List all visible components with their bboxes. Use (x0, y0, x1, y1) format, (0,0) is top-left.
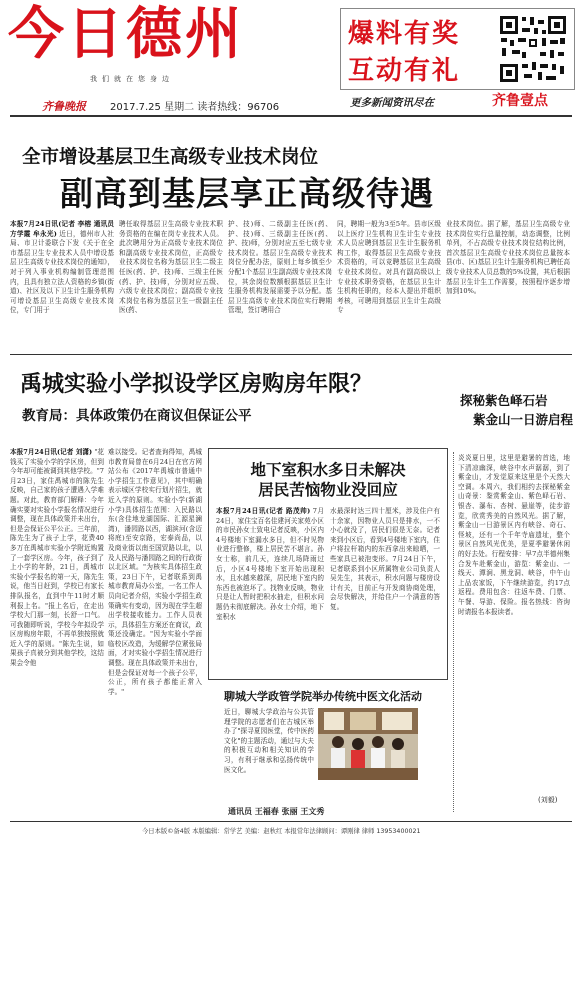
sidebar-text: 炎炎夏日里，这里是避暑的首选，地下清凉幽深，峡谷中水声潺潺，到了紫金山，才发觉原来这里是个天然大空调。本周六，我们相约去探秘紫金山奇景：鉴赏紫金山、紫色峄石岩、银杏、瀑布、杏树、悬崖等，徒步游览，欣赏秀美的自然风光。据了解，紫金山一日游景区内有峡谷、奇石、怪坡，还有一个千年寺庙遗址，整个景区自然风光优美，是夏季避暑休闲的好去处。行程安排：早7点半德州集合发车赴紫金山，游览：紫金山、一线天、潭涧、黑龙洞、峡谷，中午山上品农家饭，下午继续游览，约17点返程。费用包含：往返车费、门票、午餐、导游、保险。报名热线：咨询时请报名本报读者。 (458, 454, 570, 616)
box1-column-2: 水最深时达三四十厘米，涉及住户有十余家，因物业人员只是排水，一不小心就没了，居民们很是无奈。记者来到小区后，看到4号楼地下室内，住户将拉杆箱内的东西拿出来晾晒，一些家具已被泡变形。7月24日下午，记者联系到小区所属物业公司负责人吴先生，其表示，积水问题与楼房设计有关，目前正与开发商协商处理，会尽快解决，并给住户一个满意的答复。 (330, 507, 440, 611)
footer-text: 今日本版©备4版 本版编辑：常学艺 美编：赵秋红 本报常年法律顾问：谭刚律 律师 13953400021 (142, 828, 421, 835)
masthead-divider (10, 115, 572, 117)
sidebar-credit: (刘毅) (538, 796, 558, 804)
promo-caption: 更多新闻资讯尽在 (350, 97, 434, 109)
story1-column-2: 聘任取得基层卫生高级专业技术职务资格的在编在岗专业技术人员。此次聘用分为正高级专业技术岗位和副高级专业技术岗位，正高级专业技术岗位名称为基层卫生二级主任医(药、护、技)师、三级主任医(药、护、技)师，分别对应五级、六级专业技术岗位；副高级专业技术岗位名称为基层卫生一级副主任医(药、 (119, 220, 223, 315)
box1-title-line-1: 地下室积水多日未解决 (250, 461, 406, 479)
footer-divider (10, 821, 572, 822)
box2-credit: 通讯员 王福春 张丽 王文秀 (228, 807, 325, 816)
box1-title-line-2: 居民苦恼物业没回应 (258, 481, 398, 499)
newspaper-brand: 齐鲁晚报 (42, 100, 86, 113)
story2-byline: 本报7月24日讯(记者 刘潇) (10, 448, 93, 456)
story2-subhead: 教育局：具体政策仍在商议但保证公平 (22, 408, 252, 424)
sidebar-title-line-2: 紫金山一日游启程 (473, 412, 574, 427)
dateline: 2017.7.25 星期二 读者热线：96706 (110, 102, 280, 113)
box1-byline: 本报7月24日讯(记者 路茂帅) (216, 507, 311, 515)
story1-byline: 本报7月24日讯(记者 李榕 通讯员 方学霞 牟永光) (10, 220, 114, 238)
story1-column-4: 同，聘期一般为3至5年。县市区级以上医疗卫生机构卫生计生专业技术人员应聘到基层卫生计生服务机构工作，取得基层卫生高级专业技术资格的，可以竞聘基层卫生高级专业技术岗位。对具有副高级以上专业技术职务资格，在基层卫生计生机构任职的，经本人提出并组织考核，可聘用到基层卫生计生高级专 (337, 220, 441, 315)
story1-column-1 (10, 220, 114, 340)
qr-code-icon[interactable] (498, 14, 568, 84)
section-divider (10, 354, 572, 355)
story1-kicker: 全市增设基层卫生高级专业技术岗位 (22, 147, 319, 168)
masthead-title: 今日德州 (8, 2, 244, 67)
box2-title: 聊城大学政管学院举办传统中医文化活动 (224, 690, 422, 703)
box1-column-1 (216, 507, 324, 673)
sidebar-title-line-1: 探秘紫色峄石岩 (460, 393, 548, 408)
story1-headline: 副高到基层享正高级待遇 (60, 174, 434, 213)
story1-column-3: 护、技)师、二级副主任医(药、护、技)师、三级副主任医(药、护、技)师，分别对应五至七级专业技术岗位。基层卫生高级专业技术岗位分配办法，原则上每乡镇至少分配1个基层卫生副高级专业技术岗位，其余岗位数额根据基层卫生计生服务机构发展需要予以分配。基层卫生高级专业技术岗位实行聘期管理，签订聘用合 (228, 220, 332, 315)
story1-column-1-text: 近日，德州市人社局、市卫计委联合下发《关于在全市基层卫生专业技术人员中增设基层卫生高级专业技术岗位的通知》，对于列入事业机构编制管理范围内，且具有独立法人资格的乡镇(街道)、社区及以下卫生计生服务机构可增设基层卫生高级专业技术岗位，专门用于 (10, 229, 114, 315)
story2-column-2: 难以接受。记者查询得知，禹城市教育局曾在6月24日在官方网站公布《2017年禹城市普通中小学招生工作意见》，其中明确表示城区学校实行划片招生，就近入学的原则。实验小学(新湖小学)具体招生范围：入民路以东(含佳地龙湖国际、汇源星澜湾)，潘园路以西，湖滨河(含迈将庭)至安京路，宏泰尚品，以及商业街以南至国贸路以北，以及人民路与潘园路之间的行政街以北区域。"为核实具体招生政策，23日下午，记者联系到禹城市教育局办公室，一名工作人员向记者介绍，实验小学招生政策确实有变动，因为现在学生超出学校接收能力。工作人员表示，具体招生方案还在商议，政策还没确定。"因为实验小学面临校区改造，为缓解学位紧张局面，才对实验小学招生情况进行调整。现在具体政策并未出台，但是会保证对每一个孩子公平，公正，所有孩子都能正常入学。" (108, 448, 202, 696)
event-photo (318, 708, 418, 780)
masthead-slogan: 我们就在您身边 (90, 75, 174, 83)
promo-line-2: 互动有礼 (348, 56, 461, 86)
qilu-app-logo: 齐鲁壹点 (492, 93, 548, 109)
story2-column-1-text: "花钱买了实验小学的学区房，但到今年却可能被调到其他学校。"7月23日，家住禹城市的陈先生反映，自己家的孩子遭遇入学难题。对此，教育部门解释：今年确实要对实验小学报名情况进行调整，现在具体政策并未出台，但是会保证公平公正。三年前，陈先生为了孩子上学，花费40多万在禹城市实验小学附近购置了一套学区房。今年，孩子到了上小学的年龄，21日，禹城市实验小学报名的第一天，陈先生说，他当日赶到，学校已有家长排队报名，直到中午11时才顺利报上名。"报上名后，在走出学校大门那一刻，长舒一口气。可我随即听说，学校今年拟设学区房购房年限，不再单独按照就近入学的原则。"陈先生说，如果孩子真被分到其他学校，这结果会令他 (10, 448, 104, 668)
box2-text: 近日，聊城大学政治与公共管理学院的志愿者们在古城区举办了"探寻夏园医堂，传中医药文化"的主题活动，通过与大夫的积极互动和相关知识的学习，有利于继承和弘扬传统中医文化。 (224, 708, 314, 774)
promo-line-1: 爆料有奖 (348, 19, 461, 49)
box1-column-1-text: 7月24日，家住宝百名佳建河关家苑小区的市民孙女士致电记者反映，小区内4号楼地下室漏水多日，但不时见物业进行整修，楼上居民苦不堪言。孙女士称，前几天，连续几场降雨过后，小区4号楼地下室开始出现积水，且水越来越深，居民地下室内的东西也被泡坏了。找物业反映，物业只是让人暂时把积水抽走，但积水问题仍未彻底解决。孙女士介绍，地下室积水 (216, 507, 324, 621)
story2-headline: 禹城实验小学拟设学区房购房年限？ (20, 372, 373, 397)
story1-column-5: 业技术岗位。据了解，基层卫生高级专业技术岗位实行总量控制，动态调整，比例单列，不占高级专业技术岗位结构比例，首次基层卫生高级专业技术岗位总量按本县(市、区)基层卫生计生服务机构已聘任高级专业技术人员总数的5%设置，其后根据基层卫生计生工作需要，按照程序逐步增加到10%。 (446, 220, 570, 296)
story2-column-1 (10, 448, 104, 820)
